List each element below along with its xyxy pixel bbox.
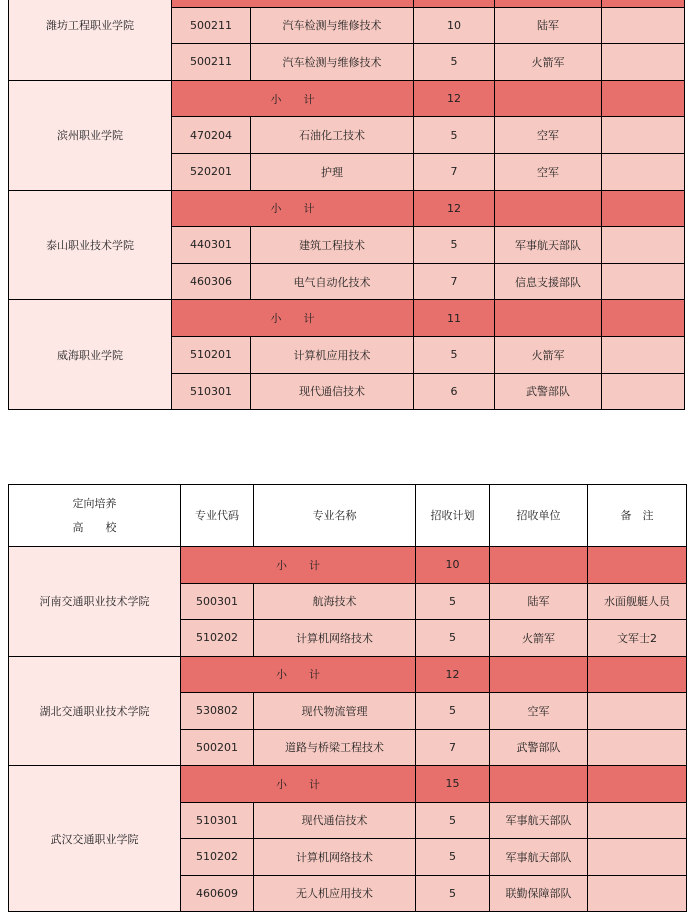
subtotal-plan xyxy=(414,0,495,7)
recruit-plan: 5 xyxy=(416,875,490,912)
table-header-row xyxy=(9,485,687,547)
subtotal-label: 小 计 xyxy=(172,80,414,117)
subtotal-row xyxy=(9,766,687,803)
major-code: 460609 xyxy=(181,875,254,912)
major-code: 530802 xyxy=(181,693,254,730)
note xyxy=(602,117,685,154)
school-name: 滨州职业学院 xyxy=(9,80,172,190)
header-code: 专业代码 xyxy=(181,485,254,547)
header-school-line1: 定向培养 xyxy=(72,496,117,510)
recruit-plan: 6 xyxy=(414,373,495,410)
major-code: 510202 xyxy=(181,839,254,876)
note xyxy=(602,153,685,190)
subtotal-unit-empty xyxy=(495,190,602,227)
major-code: 470204 xyxy=(172,117,251,154)
major-name: 计算机网络技术 xyxy=(254,620,416,657)
note xyxy=(602,227,685,264)
major-name: 汽车检测与维修技术 xyxy=(251,7,414,44)
recruit-plan: 5 xyxy=(416,583,490,620)
subtotal-unit-empty xyxy=(495,0,602,7)
subtotal-label: 小 计 xyxy=(181,766,416,803)
major-code: 500211 xyxy=(172,44,251,81)
subtotal-unit-empty xyxy=(495,300,602,337)
note xyxy=(602,336,685,373)
recruit-unit: 武警部队 xyxy=(490,729,588,766)
major-name: 石油化工技术 xyxy=(251,117,414,154)
recruit-plan: 5 xyxy=(416,839,490,876)
recruit-unit: 军事航天部队 xyxy=(490,802,588,839)
subtotal-plan: 12 xyxy=(416,656,490,693)
recruit-unit: 空军 xyxy=(490,693,588,730)
recruit-unit: 信息支援部队 xyxy=(495,263,602,300)
recruit-plan: 5 xyxy=(414,117,495,154)
school-name: 河南交通职业技术学院 xyxy=(9,547,181,657)
major-code: 460306 xyxy=(172,263,251,300)
header-major: 专业名称 xyxy=(254,485,416,547)
major-name: 电气自动化技术 xyxy=(251,263,414,300)
header-school xyxy=(9,485,181,547)
major-code: 520201 xyxy=(172,153,251,190)
major-code: 500211 xyxy=(172,7,251,44)
recruit-unit: 火箭军 xyxy=(490,620,588,657)
subtotal-unit-empty xyxy=(495,80,602,117)
note xyxy=(588,729,687,766)
major-code: 510301 xyxy=(181,802,254,839)
note xyxy=(588,693,687,730)
subtotal-plan: 12 xyxy=(414,190,495,227)
recruit-unit: 军事航天部队 xyxy=(495,227,602,264)
school-name: 潍坊工程职业学院 xyxy=(9,0,172,80)
major-code: 500301 xyxy=(181,583,254,620)
subtotal-unit-empty xyxy=(490,656,588,693)
school-name: 威海职业学院 xyxy=(9,300,172,410)
note xyxy=(602,263,685,300)
recruit-plan: 5 xyxy=(416,693,490,730)
recruitment-table-2 xyxy=(8,484,687,912)
recruit-unit: 军事航天部队 xyxy=(490,839,588,876)
subtotal-label xyxy=(172,0,414,7)
header-school-line2: 高 校 xyxy=(72,520,117,534)
subtotal-label: 小 计 xyxy=(181,656,416,693)
major-name: 无人机应用技术 xyxy=(254,875,416,912)
school-name: 武汉交通职业学院 xyxy=(9,766,181,912)
major-name: 现代物流管理 xyxy=(254,693,416,730)
header-note: 备 注 xyxy=(588,485,687,547)
subtotal-note-empty xyxy=(602,190,685,227)
note xyxy=(602,44,685,81)
subtotal-plan: 11 xyxy=(414,300,495,337)
recruit-plan: 5 xyxy=(416,620,490,657)
note xyxy=(588,875,687,912)
recruit-unit: 火箭军 xyxy=(495,336,602,373)
major-name: 计算机网络技术 xyxy=(254,839,416,876)
header-plan: 招收计划 xyxy=(416,485,490,547)
subtotal-note-empty xyxy=(602,80,685,117)
recruit-unit: 武警部队 xyxy=(495,373,602,410)
recruit-unit: 空军 xyxy=(495,117,602,154)
subtotal-unit-empty xyxy=(490,547,588,584)
subtotal-label: 小 计 xyxy=(172,300,414,337)
note xyxy=(588,839,687,876)
school-name: 湖北交通职业技术学院 xyxy=(9,656,181,766)
major-name: 现代通信技术 xyxy=(254,802,416,839)
major-code: 510301 xyxy=(172,373,251,410)
subtotal-row xyxy=(9,300,685,337)
recruit-plan: 5 xyxy=(414,227,495,264)
recruit-plan: 5 xyxy=(414,44,495,81)
subtotal-plan: 15 xyxy=(416,766,490,803)
major-name: 汽车检测与维修技术 xyxy=(251,44,414,81)
school-name: 泰山职业技术学院 xyxy=(9,190,172,300)
subtotal-plan: 12 xyxy=(414,80,495,117)
major-name: 建筑工程技术 xyxy=(251,227,414,264)
major-code: 440301 xyxy=(172,227,251,264)
subtotal-note-empty xyxy=(602,300,685,337)
recruit-unit: 陆军 xyxy=(490,583,588,620)
recruit-plan: 10 xyxy=(414,7,495,44)
note: 水面舰艇人员 xyxy=(588,583,687,620)
major-name: 航海技术 xyxy=(254,583,416,620)
note: 文军士2 xyxy=(588,620,687,657)
major-code: 500201 xyxy=(181,729,254,766)
subtotal-row xyxy=(9,190,685,227)
major-name: 现代通信技术 xyxy=(251,373,414,410)
subtotal-label: 小 计 xyxy=(172,190,414,227)
subtotal-note-empty xyxy=(588,766,687,803)
major-name: 护理 xyxy=(251,153,414,190)
major-code: 510201 xyxy=(172,336,251,373)
recruit-plan: 5 xyxy=(416,802,490,839)
note xyxy=(588,802,687,839)
major-name: 计算机应用技术 xyxy=(251,336,414,373)
note xyxy=(602,373,685,410)
subtotal-label: 小 计 xyxy=(181,547,416,584)
recruit-plan: 7 xyxy=(416,729,490,766)
subtotal-unit-empty xyxy=(490,766,588,803)
note xyxy=(602,7,685,44)
recruit-unit: 联勤保障部队 xyxy=(490,875,588,912)
subtotal-row xyxy=(9,0,685,7)
recruit-unit: 空军 xyxy=(495,153,602,190)
recruit-plan: 5 xyxy=(414,336,495,373)
subtotal-plan: 10 xyxy=(416,547,490,584)
recruit-plan: 7 xyxy=(414,153,495,190)
recruit-unit: 火箭军 xyxy=(495,44,602,81)
recruitment-table-1 xyxy=(8,0,685,410)
subtotal-row xyxy=(9,80,685,117)
subtotal-note-empty xyxy=(588,656,687,693)
subtotal-note-empty xyxy=(588,547,687,584)
recruit-plan: 7 xyxy=(414,263,495,300)
subtotal-row xyxy=(9,656,687,693)
header-unit: 招收单位 xyxy=(490,485,588,547)
major-code: 510202 xyxy=(181,620,254,657)
recruit-unit: 陆军 xyxy=(495,7,602,44)
subtotal-note-empty xyxy=(602,0,685,7)
subtotal-row xyxy=(9,547,687,584)
major-name: 道路与桥梁工程技术 xyxy=(254,729,416,766)
